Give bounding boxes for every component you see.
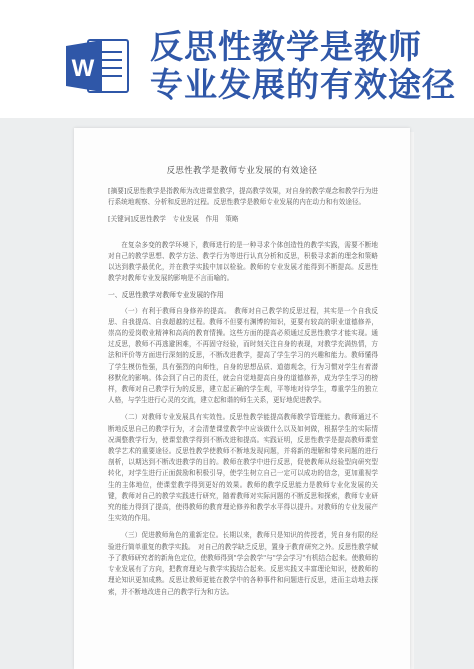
document-body [108,186,378,604]
header-banner [0,0,474,118]
banner-title-line-1: 反思性教学是教师 [150,27,422,66]
body-paragraph-2: （二）对教师专业发展具有实效性。反思性教学能提高教师教学管理能力。教师通过不断地反思自己的教学行为，才会清楚课堂教学中应该做什么以及如何做，根据学生的实际情况调整教学行为，使课堂教学得到不断改进和提高。实践证明，反思性教学是提高教师课堂教学艺术的重要途径。反思性教学使教师不断地发现问题，并将新的理解和带来问题的进行剖析，以期达到不断改进教学的目的。教师在教学中进行反思，促使教师从经验型向研究型转化，对学生进行正面鼓励和积极引导，使学生树立自己一定可以成功的信念，更加重视学生的主体地位，使课堂教学得到更好的效果。教师的教学反思能力是教师专业化发展的关键，教师对自己的教学实践进行研究，随着教师对实际问题的不断反思和探索，教师专业研究的能力得到了提高，使得教师的教育理论修养和教学水平得以提升。对教师的专业发展产生实效的作用。 [108,413,378,523]
document-title: 反思性教学是教师专业发展的有效途径 [166,165,318,175]
body-paragraph-1: （一）有利于教师自身修养的提高。 教师对自己教学的反思过程，其实是一个自我反思、自我提高、自我超越的过程。教师不但要有渊博的知识，更要有较高的职业道德修养，崇高的爱岗敬业精神和高尚的教育情操。这些方面的提高必须通过反思性教学才能实现。通过反思，教师不再逃避困难，不再固守经验，而时刻关注自身的表现，对教学充满热情，方法和评价等方面进行深刻的反思，不断改进教学，提高了学生学习的兴趣和能力。教师懂得了学生模仿性强，具有强烈的向师性，自身的思想品质、道德观念，行为习惯对学生有着潜移默化的影响。体会到了自己的责任，就会自觉地提高自身的道德修养，成为学生学习的榜样，教师对自己教学行为的反思，建立起正确的学生观，平等地对待学生，尊重学生的独立人格，与学生进行心灵的交流，建立起和谐的师生关系，更好地促进教学。 [108,306,378,405]
intro-paragraph: 在复杂多变的教学环境下，教师进行的是一种寻求个体创造性的教学实践，需要不断地对自己的教学思想、教学方法、教学行为等进行认真分析和反思，积极寻求新的理念和策略以达到教学最优化，并在教学实践中加以检验。教师的专业发展才能得到不断提高。反思性教学对教师专业发展的影响是不言而喻的。 [108,240,378,283]
body-paragraph-3: （三）促进教师角色的重新定位。长期以来，教师只是知识的传授者，凭自身有限的经验进行简单重复的教学实践。 对自己的教学缺乏反思，置身于教育研究之外。反思性教学赋予了教师研究者的新角色定位，使教师得到"学会教学"与"学会学习"有机结合起来。使教师的专业发展有了方向，把教育理论与教学实践结合起来。反思实践又丰富理论知识，使教师的理论知识更加成熟。反思让教师更能在教学中的各种事件和问题进行反思，进而主动地去探索，并不断地改进自己的教学行为和方法。 [108,531,378,596]
section-heading-1: 一、反思性教学对教师专业发展的作用 [108,291,224,300]
word-document-icon [66,36,132,96]
document-page [74,128,410,669]
abstract-paragraph: [摘要]反思性教学是指教师为改进课堂教学，提高教学效果，对自身的教学观念和教学行为进行系统地观察、分析和反思的过程。反思性教学是教师专业发展的内在动力和有效途径。 [108,187,378,207]
logo-letter: W [71,55,95,82]
keywords-paragraph: [关键词]反思性教学 专业发展 作用 策略 [108,215,239,224]
banner-title [150,28,470,104]
banner-title-line-2: 专业发展的有效途径 [150,65,456,104]
